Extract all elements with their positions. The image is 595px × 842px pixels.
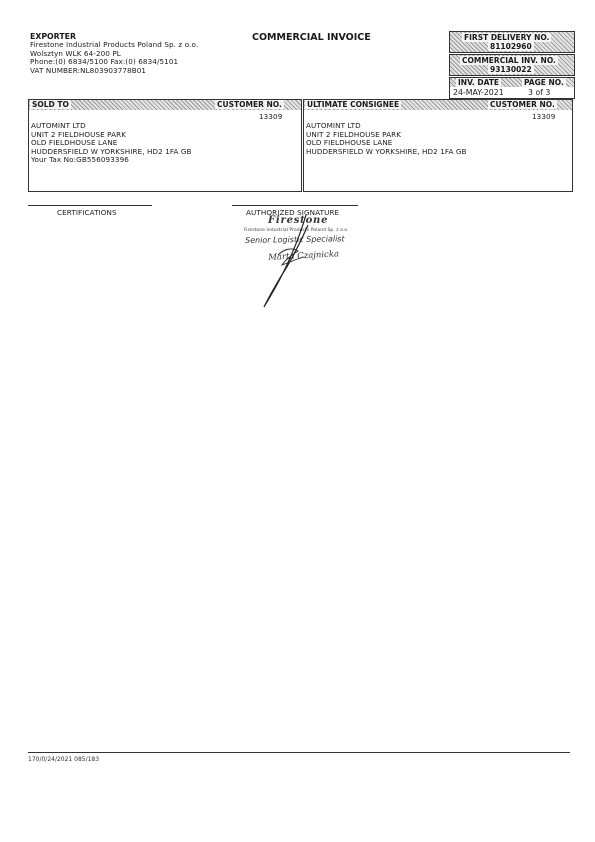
exporter-line-4: VAT NUMBER:NL803903778B01	[30, 65, 147, 75]
exporter-heading: EXPORTER	[30, 32, 76, 41]
stamp-brand: Firestone	[268, 215, 329, 226]
sold-to-box	[28, 99, 302, 192]
handwritten-signature	[248, 205, 358, 315]
page-no-label: PAGE NO.	[524, 78, 564, 87]
certifications-label: CERTIFICATIONS	[57, 208, 117, 217]
sold-to-line-4: HUDDERSFIELD W YORKSHIRE, HD2 1FA GB	[31, 146, 192, 156]
sold-to-customer-no: 13309	[259, 112, 283, 121]
footer-code: 170/0/24/2021 085/183	[28, 756, 100, 763]
footer-rule	[28, 752, 570, 753]
date-page-header	[450, 78, 574, 87]
sold-to-line-3: OLD FIELDHOUSE LANE	[31, 138, 118, 147]
signature-stroke-main	[264, 215, 308, 307]
first-delivery-box	[449, 31, 575, 53]
sold-to-tax-line: Your Tax No:GB556093396	[31, 155, 129, 164]
consignee-line-4: HUDDERSFIELD W YORKSHIRE, HD2 1FA GB	[306, 146, 467, 156]
sold-to-header	[29, 100, 301, 110]
consignee-line-1: AUTOMINT LTD	[306, 121, 361, 130]
commercial-inv-box	[449, 54, 575, 76]
sold-to-label: SOLD TO	[32, 100, 69, 109]
consignee-customer-label: CUSTOMER NO.	[490, 100, 555, 109]
consignee-line-2: UNIT 2 FIELDHOUSE PARK	[306, 129, 402, 139]
inv-date-value: 24-MAY-2021	[453, 88, 504, 97]
date-page-box	[449, 77, 575, 99]
sold-to-line-1: AUTOMINT LTD	[31, 121, 86, 130]
page-no-value: 3 of 3	[528, 88, 551, 97]
signature-label: AUTHORIZED SIGNATURE	[246, 208, 340, 217]
consignee-header	[304, 100, 572, 110]
consignee-box	[303, 99, 573, 192]
exporter-line-2: Wolsztyn WLK 64-200 PL	[30, 48, 121, 58]
commercial-inv-label: COMMERCIAL INV. NO.	[462, 56, 556, 65]
signatory-name: Marta Czajnicka	[268, 249, 340, 263]
first-delivery-label: FIRST DELIVERY NO.	[464, 33, 550, 42]
sold-to-customer-label: CUSTOMER NO.	[217, 100, 282, 109]
stamp-company-line: Firestone Industrial Products Poland Sp. z o.o.	[244, 228, 349, 233]
signatory-title: Senior Logistic Specialist	[245, 234, 345, 245]
sold-to-line-2: UNIT 2 FIELDHOUSE PARK	[31, 129, 127, 139]
consignee-line-3: OLD FIELDHOUSE LANE	[306, 138, 393, 147]
consignee-customer-no: 13309	[532, 112, 556, 121]
first-delivery-value: 81102960	[490, 42, 532, 51]
exporter-line-1: Firestone Industrial Products Poland Sp. z o.o.	[30, 40, 199, 49]
exporter-line-3: Phone:(0) 6834/5100 Fax:(0) 6834/5101	[30, 57, 179, 66]
consignee-label: ULTIMATE CONSIGNEE	[307, 100, 400, 109]
inv-date-label: INV. DATE	[458, 78, 500, 87]
document-title: COMMERCIAL INVOICE	[252, 32, 371, 43]
commercial-inv-value: 93130022	[490, 65, 532, 74]
certifications-rule	[28, 205, 152, 206]
